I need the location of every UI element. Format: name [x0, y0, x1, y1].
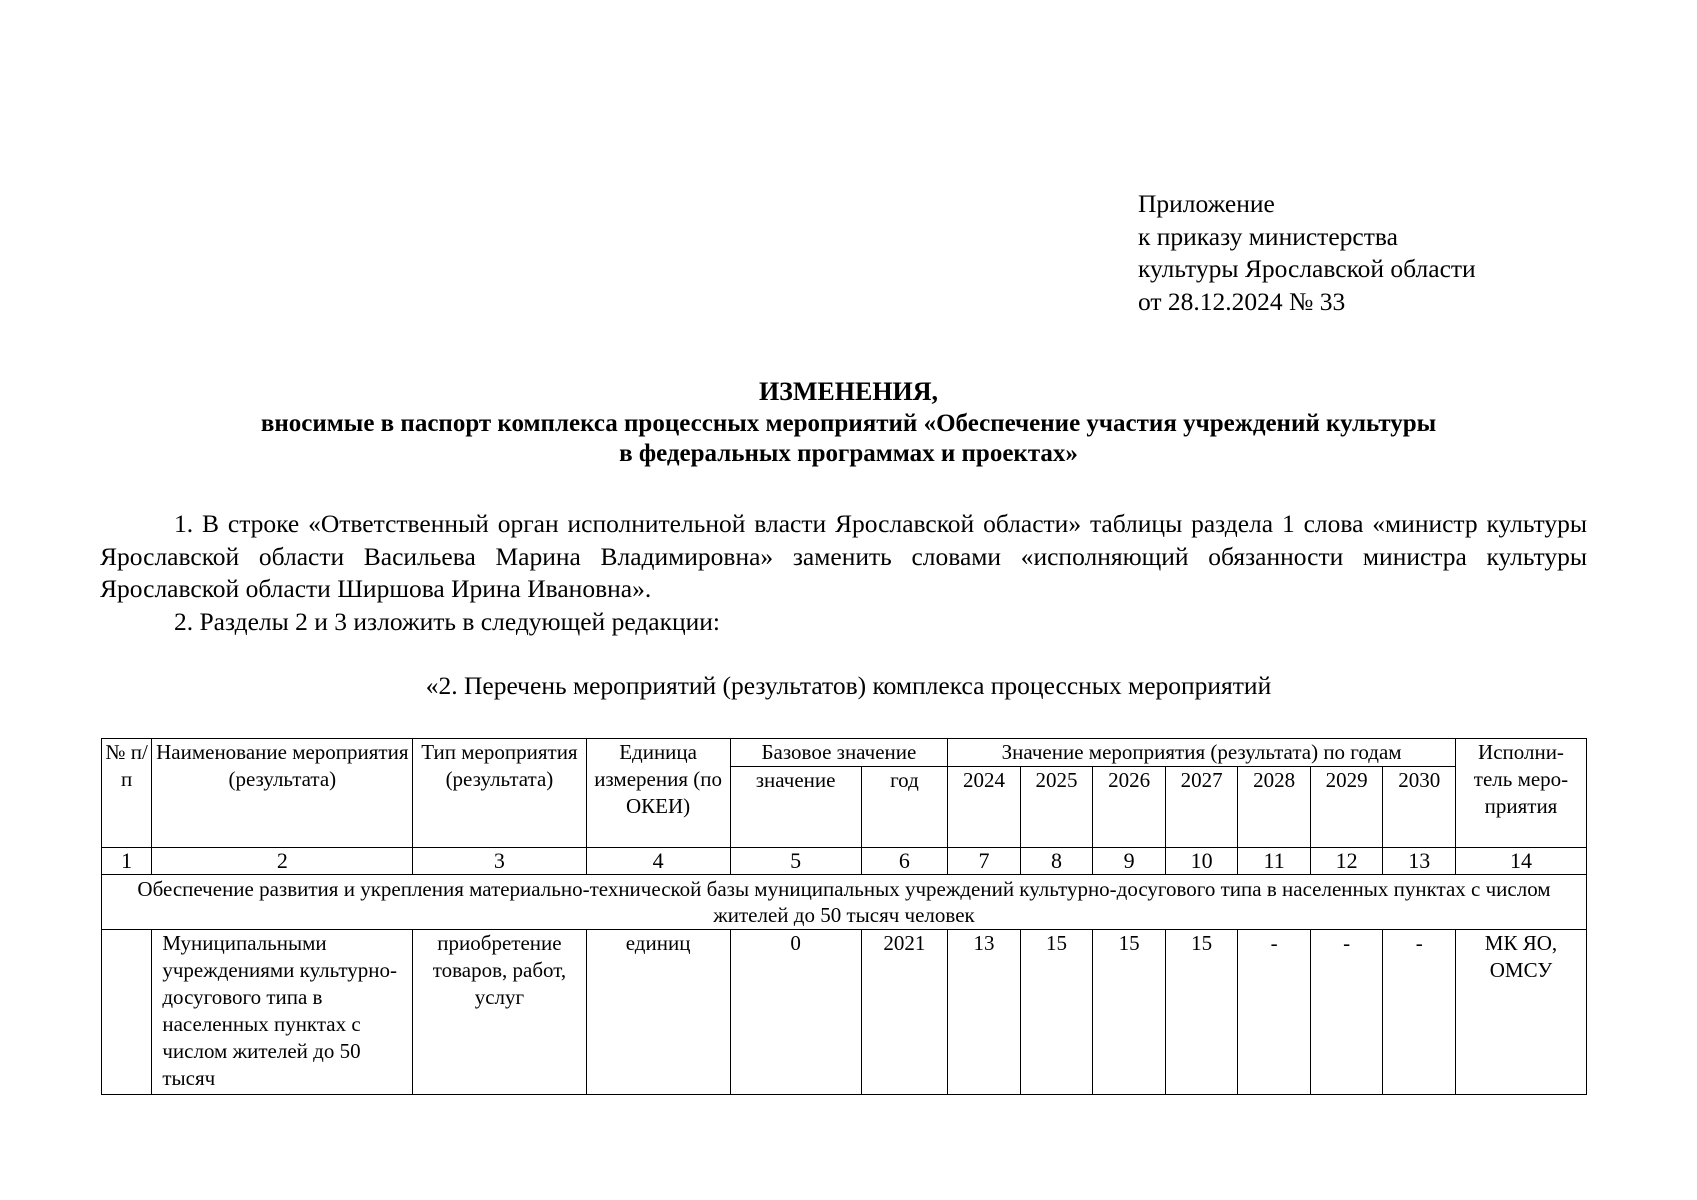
column-number: 11: [1238, 848, 1311, 875]
header-type: Тип мероприятия (результата): [413, 739, 586, 848]
section-row: [102, 875, 1587, 930]
appendix-line: культуры Ярославской области: [1138, 254, 1476, 283]
column-number: 9: [1093, 848, 1166, 875]
cell-year-value: 15: [1020, 930, 1093, 1095]
column-number: 10: [1165, 848, 1238, 875]
header-base-year: год: [861, 767, 948, 848]
cell-name: Муниципальными учреждениями культурно-досугового типа в населенных пунктах с числом жителей до 50 тысяч: [152, 930, 413, 1095]
title-main: ИЗМЕНЕНИЯ,: [758, 377, 939, 406]
header-year: 2028: [1238, 767, 1311, 848]
column-number: 13: [1383, 848, 1456, 875]
column-number: 3: [413, 848, 586, 875]
header-num: № п/п: [102, 739, 152, 848]
section-row-text: Обеспечение развития и укрепления материально-технической базы муниципальных учреждений культурно-досугового типа в населенных пунктах с числом жителей до 50 тысяч человек: [102, 875, 1587, 930]
header-year: 2026: [1093, 767, 1166, 848]
header-values-by-year: Значение мероприятия (результата) по годам: [948, 739, 1456, 767]
cell-year-value: 15: [1165, 930, 1238, 1095]
column-numbers-row: [102, 848, 1587, 875]
header-base-value: значение: [730, 767, 861, 848]
cell-num: [102, 930, 152, 1095]
document-title: [100, 374, 1597, 469]
header-unit: Единица измерения (по ОКЕИ): [586, 739, 730, 848]
header-name: Наименование мероприятия (результата): [152, 739, 413, 848]
column-number: 12: [1310, 848, 1383, 875]
cell-base-value: 0: [730, 930, 861, 1095]
column-number: 14: [1455, 848, 1586, 875]
appendix-line: Приложение: [1138, 189, 1275, 218]
column-number: 5: [730, 848, 861, 875]
column-number: 7: [948, 848, 1021, 875]
header-year: 2025: [1020, 767, 1093, 848]
paragraph: 2. Разделы 2 и 3 изложить в следующей редакции:: [174, 606, 721, 636]
cell-type: приобретение товаров, работ, услуг: [413, 930, 586, 1095]
cell-year-value: 13: [948, 930, 1021, 1095]
body-text: [100, 508, 1587, 638]
cell-executor: МК ЯО, ОМСУ: [1455, 930, 1586, 1095]
header-base: Базовое значение: [730, 739, 948, 767]
column-number: 6: [861, 848, 948, 875]
column-number: 4: [586, 848, 730, 875]
cell-base-year: 2021: [861, 930, 948, 1095]
title-subtitle: вносимые в паспорт комплекса процессных мероприятий «Обеспечение участия учреждений культуры: [260, 410, 1437, 437]
section-title: «2. Перечень мероприятий (результатов) комплекса процессных мероприятий: [425, 671, 1272, 700]
table-row: [102, 930, 1587, 1095]
header-year: 2027: [1165, 767, 1238, 848]
column-number: 1: [102, 848, 152, 875]
cell-year-value: 15: [1093, 930, 1166, 1095]
cell-year-value: -: [1310, 930, 1383, 1095]
header-year: 2029: [1310, 767, 1383, 848]
column-number: 2: [152, 848, 413, 875]
title-subtitle: в федеральных программах и проектах»: [619, 440, 1078, 467]
measures-table: [101, 738, 1587, 1095]
cell-year-value: -: [1238, 930, 1311, 1095]
column-number: 8: [1020, 848, 1093, 875]
header-year: 2030: [1383, 767, 1456, 848]
cell-unit: единиц: [586, 930, 730, 1095]
paragraph: 1. В строке «Ответственный орган исполнительной власти Ярославской области» таблицы раздела 1 слова «министр культуры Ярославской области Васильева Марина Владимировна» заменить словами «исполняющий обязанности министра культуры Ярославской области Ширшова Ирина Ивановна».: [100, 509, 1587, 603]
appendix-header: [1138, 188, 1476, 318]
appendix-line: от 28.12.2024 № 33: [1138, 286, 1346, 316]
header-year: 2024: [948, 767, 1021, 848]
header-executor: Исполни- тель меро- приятия: [1455, 739, 1586, 848]
appendix-line: к приказу министерства: [1138, 221, 1398, 251]
cell-year-value: -: [1383, 930, 1456, 1095]
